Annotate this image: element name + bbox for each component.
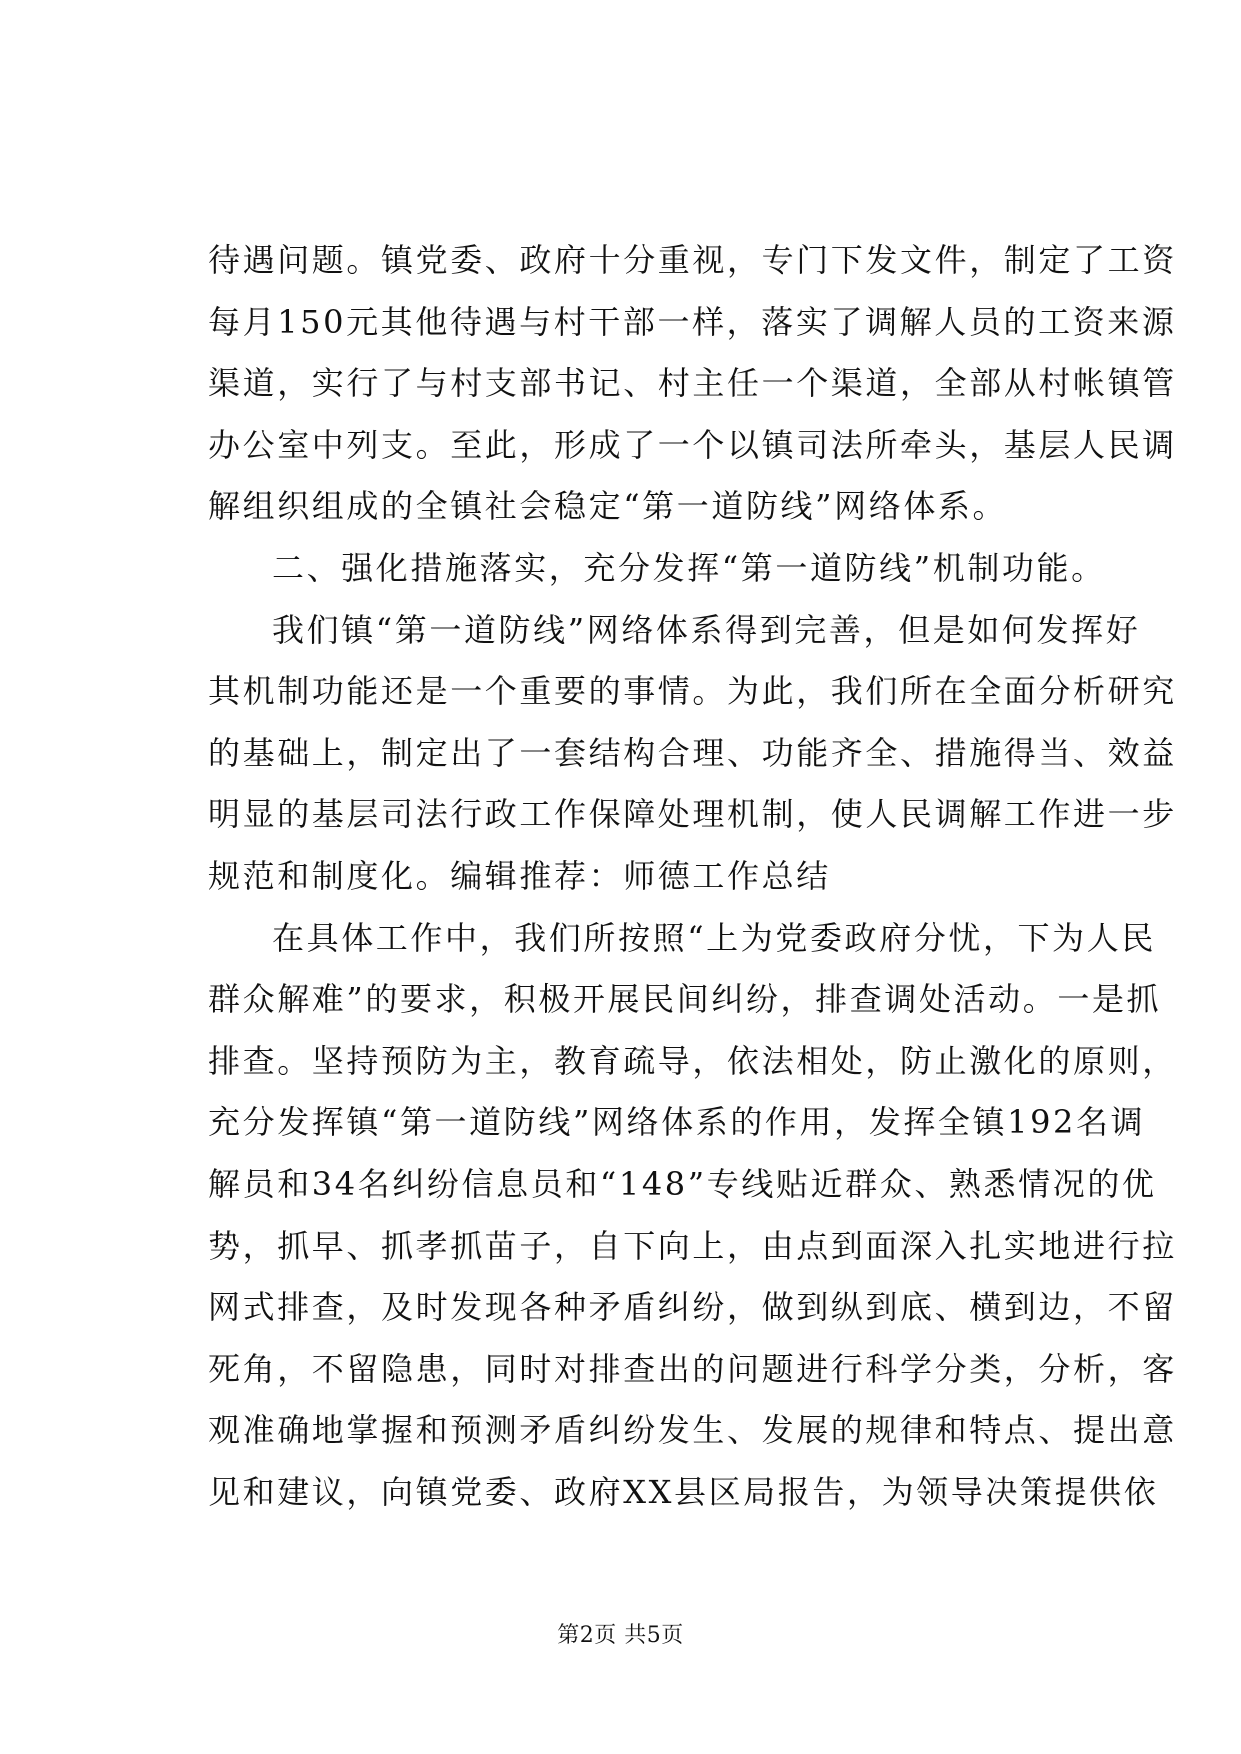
text-line: 充分发挥镇“第一道防线”网络体系的作用，发挥全镇192名调 xyxy=(208,1103,1146,1142)
text-line: 解组织组成的全镇社会稳定“第一道防线”网络体系。 xyxy=(208,487,1008,526)
text-line: 见和建议，向镇党委、政府XX县区局报告，为领导决策提供依 xyxy=(208,1472,1159,1511)
text-line: 其机制功能还是一个重要的事情。为此，我们所在全面分析研究 xyxy=(208,672,1177,711)
text-line: 办公室中列支。至此，形成了一个以镇司法所牵头，基层人民调 xyxy=(208,425,1177,464)
text-line: 势，抓早、抓孝抓苗子，自下向上，由点到面深入扎实地进行拉 xyxy=(208,1226,1177,1265)
section-heading: 二、强化措施落实，充分发挥“第一道防线”机制功能。 xyxy=(272,548,1106,587)
text-line: 每月150元其他待遇与村干部一样，落实了调解人员的工资来源 xyxy=(208,302,1177,341)
text-line: 规范和制度化。编辑推荐：师德工作总结 xyxy=(208,856,831,895)
text-line: 排查。坚持预防为主，教育疏导，依法相处，防止激化的原则， xyxy=(208,1041,1177,1080)
text-line: 的基础上，制定出了一套结构合理、功能齐全、措施得当、效益 xyxy=(208,733,1177,772)
text-line: 待遇问题。镇党委、政府十分重视，专门下发文件，制定了工资 xyxy=(208,241,1177,279)
paragraph-first-line: 在具体工作中，我们所按照“上为党委政府分忧，下为人民 xyxy=(272,918,1156,957)
document-body xyxy=(208,230,1177,1523)
text-line: 渠道，实行了与村支部书记、村主任一个渠道，全部从村帐镇管 xyxy=(208,364,1177,403)
text-line: 网式排查，及时发现各种矛盾纠纷，做到纵到底、横到边，不留 xyxy=(208,1288,1177,1327)
text-line: 死角，不留隐患，同时对排查出的问题进行科学分类，分析，客 xyxy=(208,1349,1177,1388)
text-line: 观准确地掌握和预测矛盾纠纷发生、发展的规律和特点、提出意 xyxy=(208,1411,1177,1450)
page-number-footer: 第2页 共5页 xyxy=(557,1623,684,1648)
text-line: 群众解难”的要求，积极开展民间纠纷，排查调处活动。一是抓 xyxy=(208,980,1162,1019)
text-line: 解员和34名纠纷信息员和“148”专线贴近群众、熟悉情况的优 xyxy=(208,1164,1157,1203)
text-line: 明显的基层司法行政工作保障处理机制，使人民调解工作进一步 xyxy=(208,795,1177,834)
paragraph-first-line: 我们镇“第一道防线”网络体系得到完善，但是如何发挥好 xyxy=(272,610,1141,649)
